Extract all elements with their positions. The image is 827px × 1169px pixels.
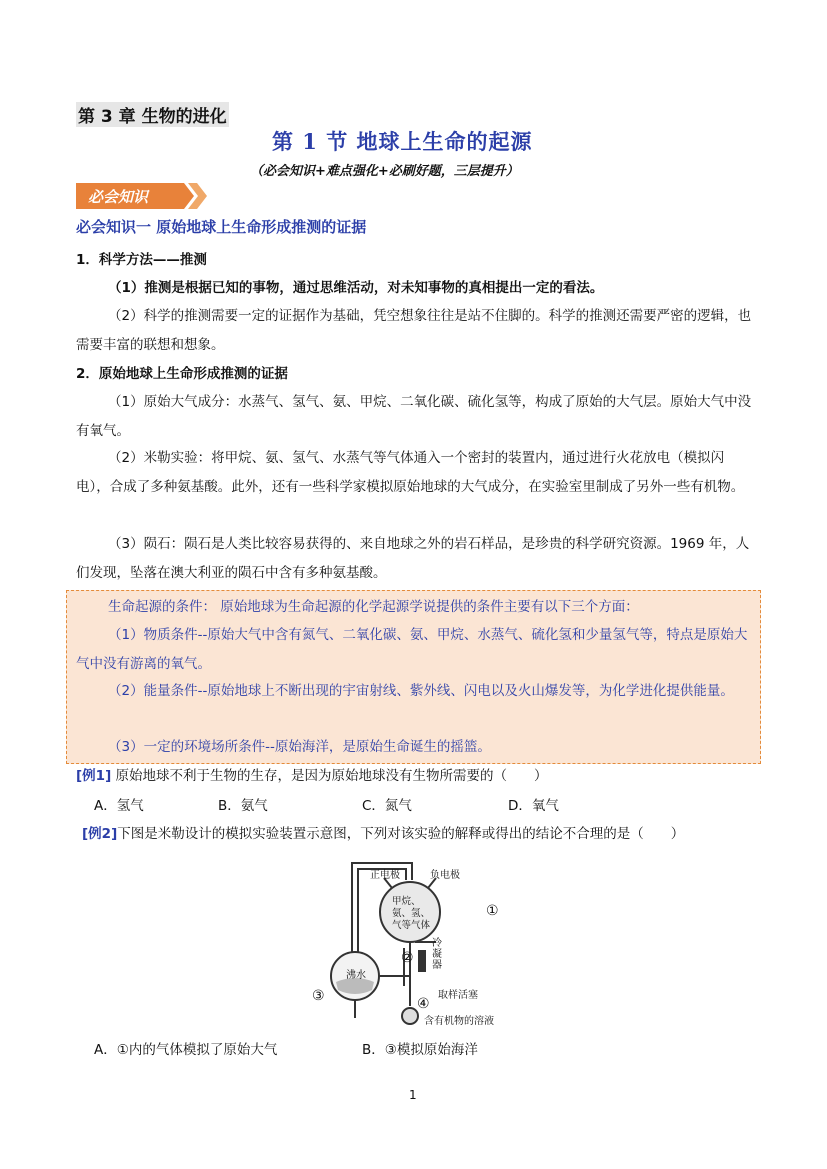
number-3-label: ③ [312,988,325,1004]
miller-apparatus-diagram [300,858,520,1026]
s2-p2: （2）米勒实验：将甲烷、氨、氢气、水蒸气等气体通入一个密封的装置内，通过进行火花放电（模拟闪电），合成了多种氨基酸。此外，还有一些科学家模拟原始地球的大气成分，在实验室里制成了另外一些有机物。 [76,450,745,495]
s2-p1: （1）原始大气成分：水蒸气、氢气、氨、甲烷、二氧化碳、硫化氢等，构成了原始的大气层。原始大气中没有氧气。 [76,394,752,439]
box-line2: （1）物质条件--原始大气中含有氮气、二氧化碳、氨、甲烷、水蒸气、硫化氢和少量氢气等，特点是原始大气中没有游离的氧气。 [76,627,748,672]
subtitle: （必会知识+难点强化+必刷好题，三层提升） [250,164,519,179]
example2-tag: [例2] [82,826,118,842]
neg-electrode-label: 负电极 [430,870,460,881]
boiling-water-label: 沸水 [346,970,366,981]
s1-p2: （2）科学的推测需要一定的证据作为基础，凭空想象往往是站不住脚的。科学的推测还需要严密的逻辑，也需要丰富的联想和想象。 [76,308,752,353]
s1-heading: 1．科学方法——推测 [76,252,207,268]
box-line4: （3）一定的环境场所条件--原始海洋，是原始生命诞生的摇篮。 [108,739,491,755]
page-number: 1 [409,1088,417,1102]
knowledge-heading: 必会知识一 原始地球上生命形成推测的证据 [76,218,367,236]
example1-tag: [例1] [76,768,112,784]
example2-question [82,822,684,842]
conditions-box [66,590,761,764]
number-1-label: ① [486,903,499,919]
example1-question [76,764,548,784]
number-2-label: ② [401,950,414,966]
ex1-option-d[interactable]: D．氧气 [508,798,559,814]
ex2-option-a[interactable]: A．①内的气体模拟了原始大气 [94,1042,278,1058]
example2-text: 下图是米勒设计的模拟实验装置示意图，下列对该实验的解释或得出的结论不合理的是（ ） [117,826,685,842]
section-title: 第 1 节 地球上生命的起源 [272,129,533,154]
pos-electrode-label: 正电极 [370,870,400,881]
s2-p3: （3）陨石：陨石是人类比较容易获得的、来自地球之外的岩石样品，是珍贵的科学研究资源。1969 年，人们发现，坠落在澳大利亚的陨石中含有多种氨基酸。 [76,536,750,581]
box-line1: 生命起源的条件： 原始地球为生命起源的化学起源学说提供的条件主要有以下三个方面： [108,599,639,615]
number-4-label: ④ [417,996,430,1012]
stopcock-label: 取样活塞 [438,990,478,1001]
condenser-label: 冷凝器 [432,938,442,971]
knowledge-banner [76,183,210,209]
ex1-option-c[interactable]: C．氮气 [362,798,412,814]
ex1-option-b[interactable]: B．氨气 [218,798,268,814]
ex1-option-a[interactable]: A．氢气 [94,798,144,814]
example1-text: 原始地球不利于生物的生存，是因为原始地球没有生物所需要的（ ） [111,768,548,784]
chapter-heading: 第 3 章 生物的进化 [76,102,229,127]
ex2-option-b[interactable]: B．③模拟原始海洋 [362,1042,478,1058]
s2-heading: 2．原始地球上生命形成推测的证据 [76,366,288,382]
banner-label: 必会知识 [88,188,149,206]
s1-p1: （1）推测是根据已知的事物，通过思维活动，对未知事物的真相提出一定的看法。 [108,280,604,296]
box-line3: （2）能量条件--原始地球上不断出现的宇宙射线、紫外线、闪电以及火山爆发等，为化学进化提供能量。 [108,683,734,699]
gases-label: 甲烷、氨、氢、气等气体 [392,896,431,931]
solution-label: 含有机物的溶液 [424,1016,494,1027]
